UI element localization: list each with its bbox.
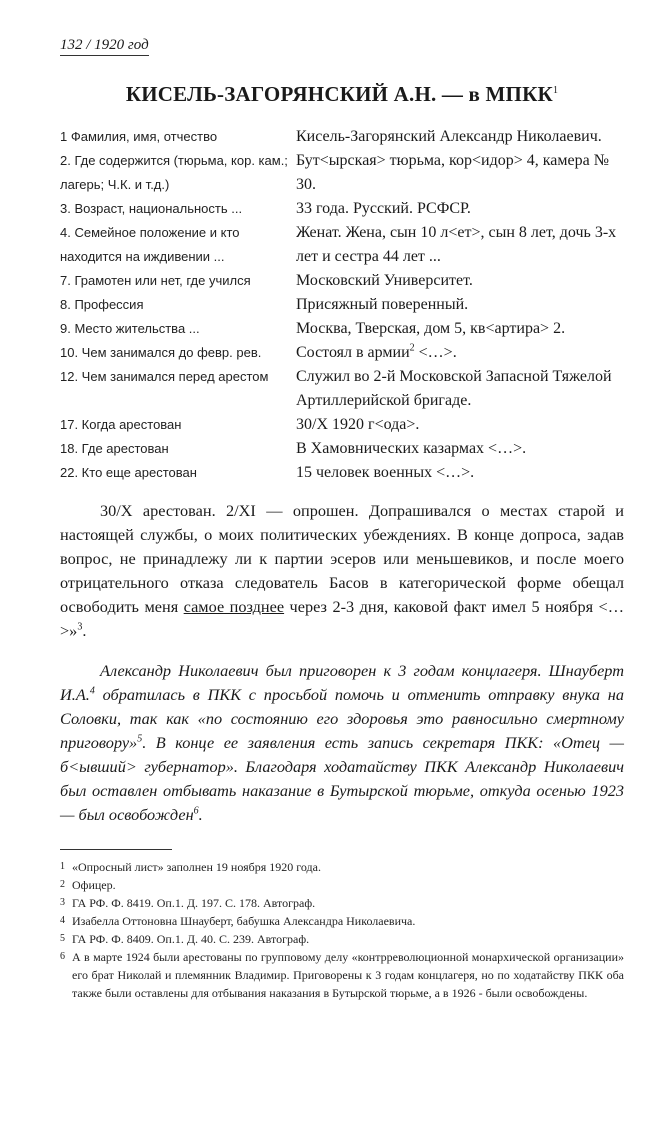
answer-text: Присяжный поверенный. (296, 296, 469, 313)
question-label: 8. Профессия (60, 297, 144, 312)
footnote-text: А в марте 1924 были арестованы по групповому делу «контрреволюционной монархической организации» его брат Николай и племянник Владимир. Приговорены к 3 годам концлагеря, но по ходатайству ПКК оба также были оставлены для отбывания наказания в Бутырской тюрьме, а в 1926 - были освобождены. (72, 950, 624, 1000)
answer-text: 33 года. Русский. РСФСР. (296, 200, 471, 217)
question-label: 12. Чем занимался перед арестом (60, 369, 269, 384)
question-label: 1 Фамилия, имя, отчество (60, 129, 218, 144)
qa-row (60, 365, 624, 413)
question-label: 2. Где содержится (тюрьма, кор. кам.; лагерь; Ч.К. и т.д.) (60, 153, 288, 192)
qa-row (60, 269, 624, 293)
question-label: 4. Семейное положение и кто находится на иждивении ... (60, 225, 240, 264)
body-paragraph (60, 499, 624, 643)
commentary-paragraph (60, 659, 624, 827)
paragraph-text: через 2-3 дня, каковой факт имел 5 ноября <…>» (60, 597, 625, 640)
qa-row (60, 221, 624, 269)
paragraph-text: . (198, 805, 203, 824)
qa-row (60, 293, 624, 317)
answer-text: Служил во 2-й Московской Запасной Тяжелой Артиллерийской бригаде. (296, 368, 612, 409)
footnote-text: ГА РФ. Ф. 8419. Оп.1. Д. 197. С. 178. Автограф. (72, 896, 316, 910)
question-label: 7. Грамотен или нет, где учился (60, 273, 251, 288)
answer-text: 30/X 1920 г<ода>. (296, 416, 420, 433)
footnote-ref: 2 (409, 342, 415, 354)
question-label: 17. Когда арестован (60, 417, 182, 432)
footnote-number: 6 (60, 951, 65, 962)
answer-text: Кисель-Загорянский Александр Николаевич. (296, 128, 602, 145)
footnote (60, 912, 624, 930)
questionnaire (60, 125, 624, 485)
footnote-text: ГА РФ. Ф. 8409. Оп.1. Д. 40. С. 239. Автограф. (72, 932, 310, 946)
answer-main: Состоял в армии (296, 344, 410, 361)
answer-text: Московский Университет. (296, 272, 473, 289)
qa-row (60, 461, 624, 485)
answer-text: Бут<ырская> тюрьма, кор<идор> 4, камера № 30. (296, 152, 609, 193)
footnote (60, 930, 624, 948)
footnote-number: 3 (60, 897, 65, 908)
question-label: 3. Возраст, национальность ... (60, 201, 243, 216)
answer-text: Москва, Тверская, дом 5, кв<артира> 2. (296, 320, 566, 337)
footnote-text: Офицер. (72, 878, 116, 892)
footnote-ref: 6 (193, 805, 199, 817)
question-label: 18. Где арестован (60, 441, 169, 456)
qa-row (60, 437, 624, 461)
qa-row (60, 317, 624, 341)
footnote-number: 2 (60, 879, 65, 890)
qa-row (60, 413, 624, 437)
qa-row (60, 197, 624, 221)
title-text: КИСЕЛЬ-ЗАГОРЯНСКИЙ А.Н. — в МПКК (125, 82, 553, 106)
document-page (60, 36, 624, 1002)
footnote (60, 948, 624, 1002)
answer-tail: <…>. (414, 344, 457, 361)
footnote-number: 5 (60, 933, 65, 944)
footnotes (60, 858, 624, 1002)
footnote-ref: 3 (77, 621, 83, 633)
footnote (60, 858, 624, 876)
running-head: 132 / 1920 год (60, 37, 149, 56)
qa-row (60, 125, 624, 149)
answer-text: Женат. Жена, сын 10 л<ет>, сын 8 лет, дочь 3-х лет и сестра 44 лет ... (296, 224, 617, 265)
paragraph-text: Александр Николаевич был приговорен к 3 годам концлагеря. Шнауберт И.А. (60, 661, 624, 704)
question-label: 9. Место жительства ... (60, 321, 200, 336)
footnote-ref: 4 (89, 685, 95, 697)
answer-text: 15 человек военных <…>. (296, 464, 475, 481)
question-label: 22. Кто еще арестован (60, 465, 197, 480)
footnote-ref: 5 (137, 733, 143, 745)
footnote-divider (60, 849, 172, 850)
answer-text: В Хамовнических казармах <…>. (296, 440, 527, 457)
paragraph-text: . В конце ее заявления есть запись секретаря ПКК: «Отец — б<ывший> губернатор». Благодаря ходатайству ПКК Александр Николаевич был оставлен отбывать наказание в Бутырской тюрьме, откуда осенью 1923 — был освобожден (60, 733, 624, 824)
paragraph-text: 30/X арестован. 2/XI — опрошен. Допрашивался о местах старой и настоящей службы, о моих политических убеждениях. В конце допроса, задав вопрос, не принадлежу ли к партии эсеров или меньшевиков, и после моего отрицательного отказа следователь Басов в категорической форме обещал освободить меня (60, 501, 624, 616)
footnote (60, 894, 624, 912)
answer-text (296, 341, 624, 365)
footnote-number: 1 (60, 861, 65, 872)
footnote-text: Изабелла Оттоновна Шнауберт, бабушка Александра Николаевича. (72, 914, 416, 928)
qa-row (60, 341, 624, 365)
title-footnote-ref: 1 (552, 85, 559, 96)
qa-row (60, 149, 624, 197)
paragraph-text: обратилась в ПКК с просьбой помочь и отменить отправку внука на Соловки, так как «по состоянию его здоровья это равносильно смертному приговору» (60, 685, 624, 752)
footnote-text: «Опросный лист» заполнен 19 ноября 1920 года. (72, 860, 321, 874)
question-label: 10. Чем занимался до февр. рев. (60, 345, 262, 360)
page-title (60, 82, 624, 107)
underlined-text: самое позднее (183, 597, 285, 616)
paragraph-text: . (82, 621, 87, 640)
footnote (60, 876, 624, 894)
footnote-number: 4 (60, 915, 65, 926)
